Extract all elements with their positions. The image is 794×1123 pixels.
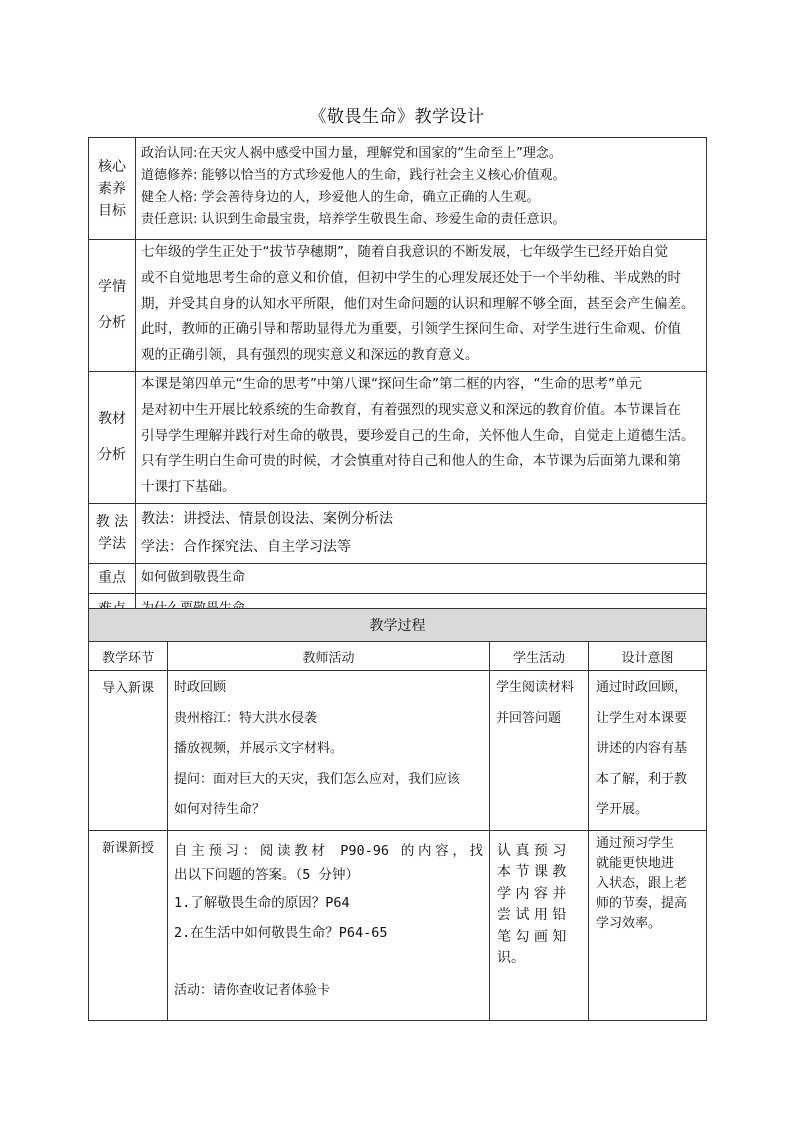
core-item: 责任意识: 认识到生命最宝贵，培养学生敬畏生命、珍爱生命的责任意识。 — [141, 212, 566, 227]
methods-content — [136, 503, 707, 563]
teaching-methods: 教法：讲授法、情景创设法、案例分析法 — [141, 510, 393, 527]
student-analysis-content: 七年级的学生正处于“拔节孕穗期”，随着自我意识的不断发展，七年级学生已经开始自觉 或不自觉地思考生命的意义和价值，但初中学生的心理发展还处于一个半幼稚、半成熟的时 期，并受其自身的认知水平所限，他们对生命问题的认识和理解不够全面，甚至会产生偏差。 此时，教师的正确引导和帮助显得尤为重要，引领学生探问生命、对学生进行生命观、价值 观的正确引领，具有强烈的现实意义和深远的教育意义。 — [136, 240, 707, 372]
stage-new-lesson: 新课新授 — [89, 830, 168, 1020]
col-header-teacher: 教师活动 — [168, 642, 490, 671]
process-title: 教学过程 — [89, 609, 707, 642]
teacher-activity-new-lesson: 自主预习：阅读教材 P90-96 的内容，找 出以下问题的答案。（5 分钟） 1.了解敬畏生命的原因？P64 2.在生活中如何敬畏生命？P64-65 活动：请你查收记者体验卡 — [168, 830, 490, 1020]
label-textbook-analysis: 教材 分析 — [89, 371, 136, 503]
label-core-literacy: 核心 素养 目标 — [89, 138, 136, 240]
row-core-literacy — [89, 138, 707, 240]
row-methods — [89, 503, 707, 563]
process-header-row — [89, 642, 707, 671]
label-student-analysis: 学情 分析 — [89, 240, 136, 372]
process-row-new-lesson — [89, 830, 707, 1020]
core-item: 政治认同:在天灾人祸中感受中国力量，理解党和国家的“生命至上”理念。 — [141, 146, 562, 161]
col-header-student: 学生活动 — [490, 642, 589, 671]
key-point-value: 如何做到敬畏生命 — [136, 563, 707, 593]
process-row-intro — [89, 671, 707, 831]
design-intent-new-lesson: 通过预习学生 就能更快地进 入状态，跟上老 师的节奏，提高 学习效率。 — [589, 830, 707, 1020]
learning-methods: 学法：合作探究法、自主学习法等 — [141, 538, 351, 555]
core-item: 健全人格: 学会善待身边的人，珍爱他人的生命，确立正确的人生观。 — [141, 190, 540, 205]
design-intent-intro: 通过时政回顾， 让学生对本课要 讲述的内容有基 本了解，利于教 学开展。 — [589, 671, 707, 831]
student-activity-intro: 学生阅读材料 并回答问题 — [490, 671, 589, 831]
row-textbook-analysis — [89, 371, 707, 503]
row-key-point — [89, 563, 707, 593]
student-activity-new-lesson: 认 真 预 习 本 节 课 教 学 内 容 并 尝 试 用 铅 笔 勾 画 知 识。 — [490, 830, 589, 1020]
col-header-stage: 教学环节 — [89, 642, 168, 671]
core-item: 道德修养: 能够以恰当的方式珍爱他人的生命，践行社会主义核心价值观。 — [141, 168, 566, 183]
label-methods: 教 法 学法 — [89, 503, 136, 563]
design-info-table — [88, 137, 707, 625]
col-header-intent: 设计意图 — [589, 642, 707, 671]
teaching-process-table — [88, 608, 707, 1021]
row-student-analysis — [89, 240, 707, 372]
textbook-analysis-content: 本课是第四单元“生命的思考”中第八课“探问生命”第二框的内容，“生命的思考”单元 是对初中生开展比较系统的生命教育，有着强烈的现实意义和深远的教育价值。本节课旨在 引导学生理解并践行对生命的敬畏，要珍爱自己的生命，关怀他人生命，自觉走上道德生活。 只有学生明白生命可贵的时候，才会慎重对待自己和他人的生命，本节课为后面第九课和第 十课打下基础。 — [136, 371, 707, 503]
process-title-row — [89, 609, 707, 642]
core-literacy-content — [136, 138, 707, 240]
stage-intro: 导入新课 — [89, 671, 168, 831]
teacher-activity-intro: 时政回顾 贵州榕江：特大洪水侵袭 播放视频，并展示文字材料。 提问：面对巨大的天灾，我们怎么应对，我们应该 如何对待生命？ — [168, 671, 490, 831]
label-key-point: 重点 — [89, 563, 136, 593]
document-title: 《敬畏生命》教学设计 — [309, 107, 485, 127]
